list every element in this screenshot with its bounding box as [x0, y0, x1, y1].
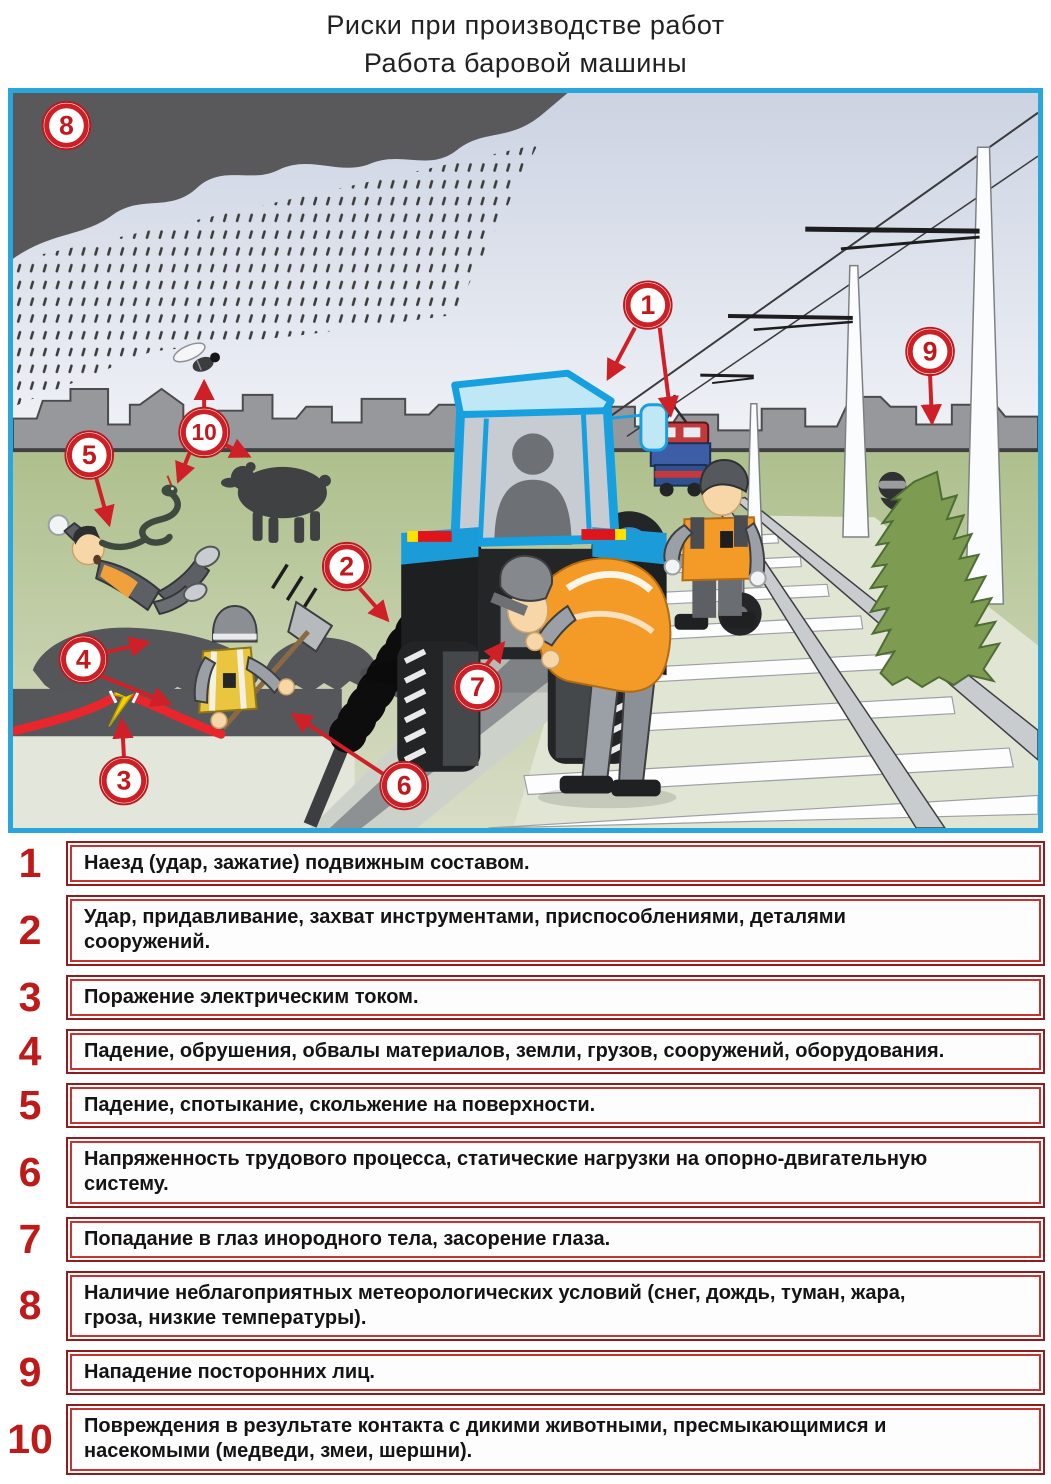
legend-row-4	[2, 1029, 1045, 1074]
svg-text:4: 4	[75, 644, 91, 675]
legend-row-10	[2, 1404, 1045, 1474]
svg-text:10: 10	[191, 419, 217, 446]
flat-cap	[500, 556, 552, 601]
hazard-badge-5	[65, 431, 113, 478]
hazard-badge-1	[624, 281, 672, 328]
hazard-badge-7	[454, 663, 502, 710]
foreground-ground	[13, 736, 355, 828]
legend-row-8	[2, 1271, 1045, 1341]
legend-row-7	[2, 1217, 1045, 1262]
legend-row-1	[2, 841, 1045, 886]
legend-row-9	[2, 1350, 1045, 1395]
svg-text:9: 9	[922, 336, 938, 367]
hazard-badge-9	[906, 328, 954, 375]
legend-text: Наличие неблагоприятных метеорологических условий (снег, дождь, туман, жара, гроза, низкие температуры).	[84, 1281, 906, 1329]
legend-number: 6	[18, 1148, 42, 1195]
cantilever-arm	[700, 375, 753, 376]
illustration-panel	[8, 88, 1043, 833]
legend-text: Удар, придавливание, захват инструментами, приспособлениями, деталями сооружений.	[84, 906, 846, 954]
hazard-legend	[2, 841, 1045, 1475]
legend-row-5	[2, 1083, 1045, 1128]
svg-text:3: 3	[116, 765, 132, 796]
legend-text: Падение, спотыкание, скольжение на поверхности.	[84, 1093, 596, 1116]
hazard-badge-2	[323, 543, 371, 590]
legend-box	[66, 1404, 1045, 1474]
legend-box	[66, 1137, 1045, 1207]
legend-number: 9	[18, 1349, 42, 1396]
svg-text:2: 2	[339, 551, 355, 582]
legend-number: 1	[18, 840, 42, 887]
legend-row-6	[2, 1137, 1045, 1207]
svg-text:6: 6	[396, 770, 412, 801]
legend-text: Попадание в глаз инородного тела, засорение глаза.	[84, 1227, 611, 1250]
legend-text: Повреждения в результате контакта с дикими животными, пресмыкающимися и насекомыми (медведи, змеи, шершни).	[84, 1415, 887, 1463]
legend-box	[66, 1029, 1045, 1074]
hazard-badge-3	[100, 757, 148, 804]
hazard-badge-4	[60, 636, 108, 683]
svg-text:5: 5	[81, 440, 97, 471]
legend-box	[66, 895, 1045, 965]
mirror	[641, 405, 667, 450]
hazard-badge-8	[43, 102, 91, 149]
hazard-badge-6	[380, 762, 428, 809]
legend-row-2	[2, 895, 1045, 965]
title-line-2: Работа баровой машины	[363, 48, 688, 78]
legend-box	[66, 1350, 1045, 1395]
legend-box	[66, 841, 1045, 886]
svg-text:8: 8	[59, 110, 74, 141]
legend-text: Наезд (удар, зажатие) подвижным составом.	[84, 852, 530, 874]
legend-box	[66, 975, 1045, 1020]
legend-text: Поражение электрическим током.	[84, 985, 419, 1008]
title-line-1: Риски при производстве работ	[326, 10, 725, 40]
legend-number: 2	[18, 906, 42, 953]
legend-number: 8	[18, 1282, 42, 1329]
legend-text: Нападение посторонних лиц.	[84, 1361, 375, 1384]
legend-box	[66, 1083, 1045, 1128]
svg-text:7: 7	[470, 672, 485, 702]
legend-number: 10	[7, 1415, 53, 1462]
svg-text:1: 1	[640, 290, 656, 321]
legend-row-3	[2, 975, 1045, 1020]
hazard-scene	[13, 93, 1038, 828]
hazard-badge-10	[179, 408, 229, 457]
page-title	[0, 0, 1051, 88]
legend-number: 3	[18, 973, 42, 1020]
cantilever-arm	[728, 316, 853, 318]
legend-text: Падение, обрушения, обвалы материалов, земли, грузов, сооружений, оборудования.	[84, 1039, 945, 1062]
legend-number: 5	[18, 1082, 42, 1129]
legend-text: Напряженность трудового процесса, статические нагрузки на опорно-двигательную систему.	[84, 1148, 928, 1196]
legend-box	[66, 1271, 1045, 1341]
legend-number: 4	[18, 1027, 42, 1074]
legend-number: 7	[18, 1215, 42, 1262]
legend-box	[66, 1217, 1045, 1262]
cantilever-arm	[805, 229, 979, 231]
